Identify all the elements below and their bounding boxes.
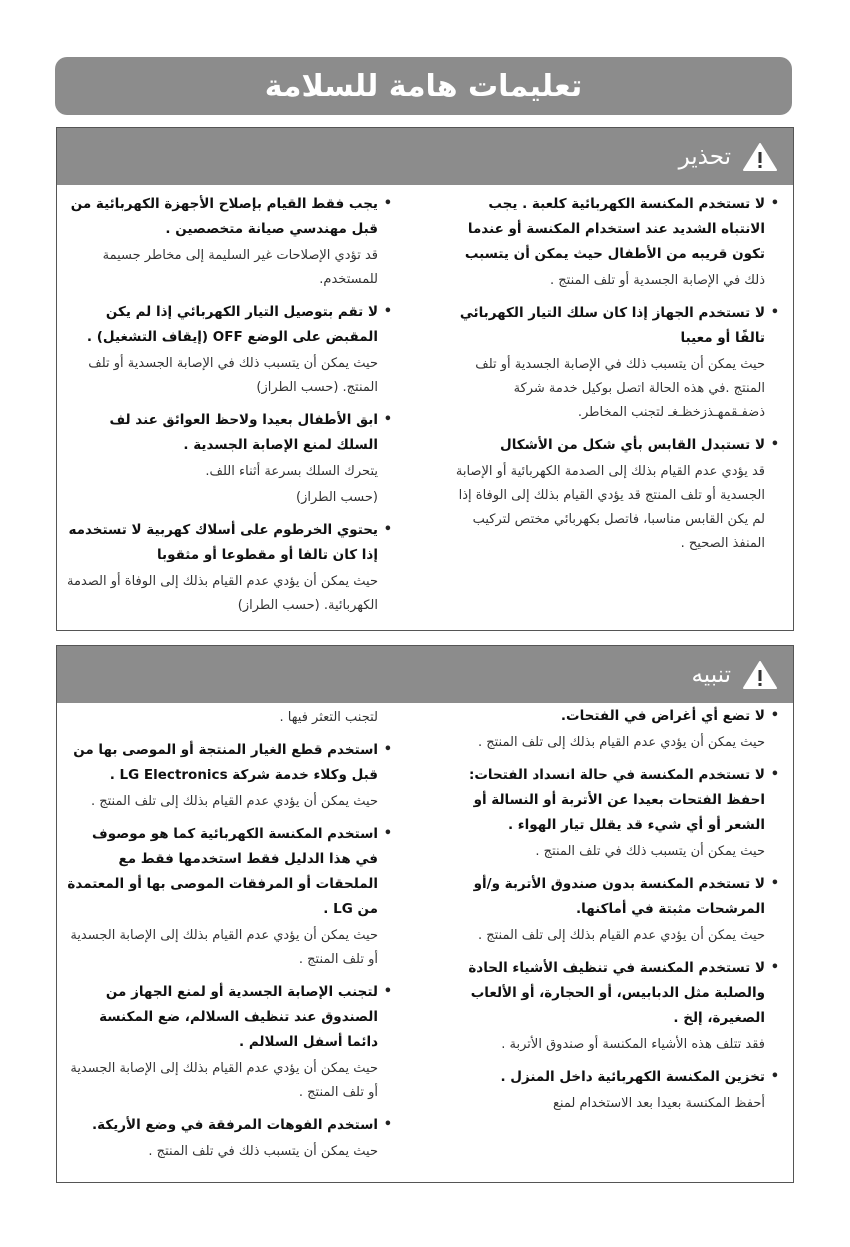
caution-triangle-icon bbox=[741, 660, 779, 690]
list-item bbox=[67, 822, 392, 972]
item-bold: لتجنب الإصابة الجسدية أو لمنع الجهاز من الصندوق عند تنظيف السلالم، ضع المكنسة دائما أسفل السلالم . bbox=[99, 984, 378, 1050]
list-item bbox=[67, 518, 392, 618]
item-note: حيث يمكن أن يتسبب ذلك في تلف المنتج . bbox=[535, 844, 765, 859]
warning-panel bbox=[56, 127, 794, 631]
item-note: حيث يمكن أن يؤدي عدم القيام بذلك إلى تلف المنتج . bbox=[477, 735, 765, 750]
item-bold: لا تستخدم الجهاز إذا كان سلك التيار الكهربائي تالفًا أو معيبا bbox=[459, 305, 765, 346]
item-note: فقد تتلف هذه الأشياء المكنسة أو صندوق الأتربة . bbox=[501, 1037, 765, 1052]
warning-header bbox=[57, 128, 793, 185]
item-note: حيث يمكن أن يؤدي عدم القيام بذلك إلى تلف المنتج . bbox=[477, 928, 765, 943]
item-bold: تخزين المكنسة الكهربائية داخل المنزل . bbox=[500, 1069, 765, 1085]
item-bold: لا تستخدم المكنسة في تنظيف الأشياء الحادة والصلبة مثل الدبابيس، أو الحجارة، أو الألعاب الصغيرة، إلخ . bbox=[468, 960, 765, 1026]
item-note-continued: لتجنب التعثر فيها . bbox=[279, 710, 378, 725]
item-bold: استخدم الفوهات المرفقة في وضع الأريكة. bbox=[92, 1117, 378, 1133]
list-item bbox=[454, 192, 779, 293]
caution-left-column bbox=[67, 704, 392, 1172]
item-bold: ابق الأطفال بعيدا ولاحظ العوائق عند لف السلك لمنع الإصابة الجسدية . bbox=[109, 412, 378, 453]
item-bold: يحتوي الخرطوم على أسلاك كهربية لا تستخدمه إذا كان تالفا أو مقطوعا أو مثقوبا bbox=[68, 522, 378, 563]
list-item bbox=[67, 706, 392, 730]
item-bold: لا تستخدم المكنسة بدون صندوق الأتربة و/أو المرشحات مثبتة في أماكنها. bbox=[473, 876, 765, 917]
list-item bbox=[454, 433, 779, 556]
item-note-model: (حسب الطراز) bbox=[296, 490, 378, 505]
list-item bbox=[454, 1065, 779, 1116]
item-bold: لا تقم بتوصيل التيار الكهربائي إذا لم يكن المقبض على الوضع OFF (إيقاف التشغيل) . bbox=[86, 304, 378, 345]
item-bold: لا تستخدم المكنسة في حالة انسداد الفتحات: احفظ الفتحات بعيدا عن الأتربة أو النسالة أو الشعر أو أي شيء قد يقلل تيار الهواء . bbox=[468, 767, 765, 833]
item-note: حيث يمكن أن يؤدي عدم القيام بذلك إلى الوفاة أو الصدمة الكهربائية. (حسب الطراز) bbox=[67, 574, 378, 613]
list-item bbox=[454, 704, 779, 755]
item-note: أحفظ المكنسة بعيدا بعد الاستخدام لمنع bbox=[553, 1096, 765, 1111]
item-note: قد تؤدي الإصلاحات غير السليمة إلى مخاطر جسيمة للمستخدم. bbox=[102, 248, 378, 287]
list-item bbox=[454, 301, 779, 425]
item-bold: يجب فقط القيام بإصلاح الأجهزة الكهربائية من قبل مهندسي صيانة متخصصين . bbox=[70, 196, 378, 237]
item-note: قد يؤدي عدم القيام بذلك إلى الصدمة الكهربائية أو الإصابة الجسدية أو تلف المنتج قد يؤدي القيام بذلك إلى الوفاة إذا لم يكن القابس مناسبا، فاتصل بكهربائي مختص لتركيب المنفذ الصحيح . bbox=[455, 464, 765, 551]
item-note: ذلك في الإصابة الجسدية أو تلف المنتج . bbox=[550, 273, 765, 288]
item-note: حيث يمكن أن يتسبب ذلك في الإصابة الجسدية أو تلف المنتج. (حسب الطراز) bbox=[88, 356, 378, 395]
caution-right-column bbox=[454, 704, 779, 1124]
item-note: يتحرك السلك بسرعة أثناء اللف. bbox=[205, 464, 378, 479]
item-note: حيث يمكن أن يؤدي عدم القيام بذلك إلى الإصابة الجسدية أو تلف المنتج . bbox=[70, 928, 378, 967]
list-item bbox=[67, 1113, 392, 1164]
item-bold: لا تستخدم المكنسة الكهربائية كلعبة . يجب الانتباه الشديد عند استخدام المكنسة أو عندما تكون قريبه من الأطفال حيث يمكن أن يتسبب bbox=[464, 196, 765, 262]
item-note: حيث يمكن أن يتسبب ذلك في تلف المنتج . bbox=[148, 1144, 378, 1159]
list-item bbox=[67, 738, 392, 814]
list-item bbox=[454, 763, 779, 864]
page-title-bar bbox=[55, 57, 792, 115]
item-note: حيث يمكن أن يؤدي عدم القيام بذلك إلى الإصابة الجسدية أو تلف المنتج . bbox=[70, 1061, 378, 1100]
item-bold: استخدم المكنسة الكهربائية كما هو موصوف في هذا الدليل فقط استخدمها فقط مع الملحقات أو المرفقات الموصى بها أو المعتمدة من LG . bbox=[67, 826, 378, 917]
item-bold: لا تضع أي أغراض في الفتحات. bbox=[560, 708, 765, 724]
caution-heading: تنبيه bbox=[691, 661, 731, 688]
warning-heading: تحذير bbox=[678, 143, 731, 170]
list-item bbox=[67, 980, 392, 1105]
item-bold: لا تستبدل القابس بأي شكل من الأشكال bbox=[499, 437, 765, 453]
caution-panel bbox=[56, 645, 794, 1183]
warning-left-column bbox=[67, 192, 392, 626]
warning-right-column bbox=[454, 192, 779, 564]
item-bold: استخدم قطع الغيار المنتجة أو الموصى بها من قبل وكلاء خدمة شركة LG Electronics . bbox=[73, 742, 378, 783]
list-item bbox=[67, 300, 392, 400]
item-note: حيث يمكن أن يؤدي عدم القيام بذلك إلى تلف المنتج . bbox=[90, 794, 378, 809]
warning-triangle-icon bbox=[741, 142, 779, 172]
list-item bbox=[67, 408, 392, 510]
page-title: تعليمات هامة للسلامة bbox=[264, 68, 583, 104]
caution-header bbox=[57, 646, 793, 703]
list-item bbox=[67, 192, 392, 292]
item-note: حيث يمكن أن يتسبب ذلك في الإصابة الجسدية أو تلف المنتج .في هذه الحالة اتصل بوكيل خدمة شركة ذضفـقمهـذزخظـغـ لتجنب المخاطر. bbox=[475, 357, 765, 420]
list-item bbox=[454, 956, 779, 1057]
list-item bbox=[454, 872, 779, 948]
